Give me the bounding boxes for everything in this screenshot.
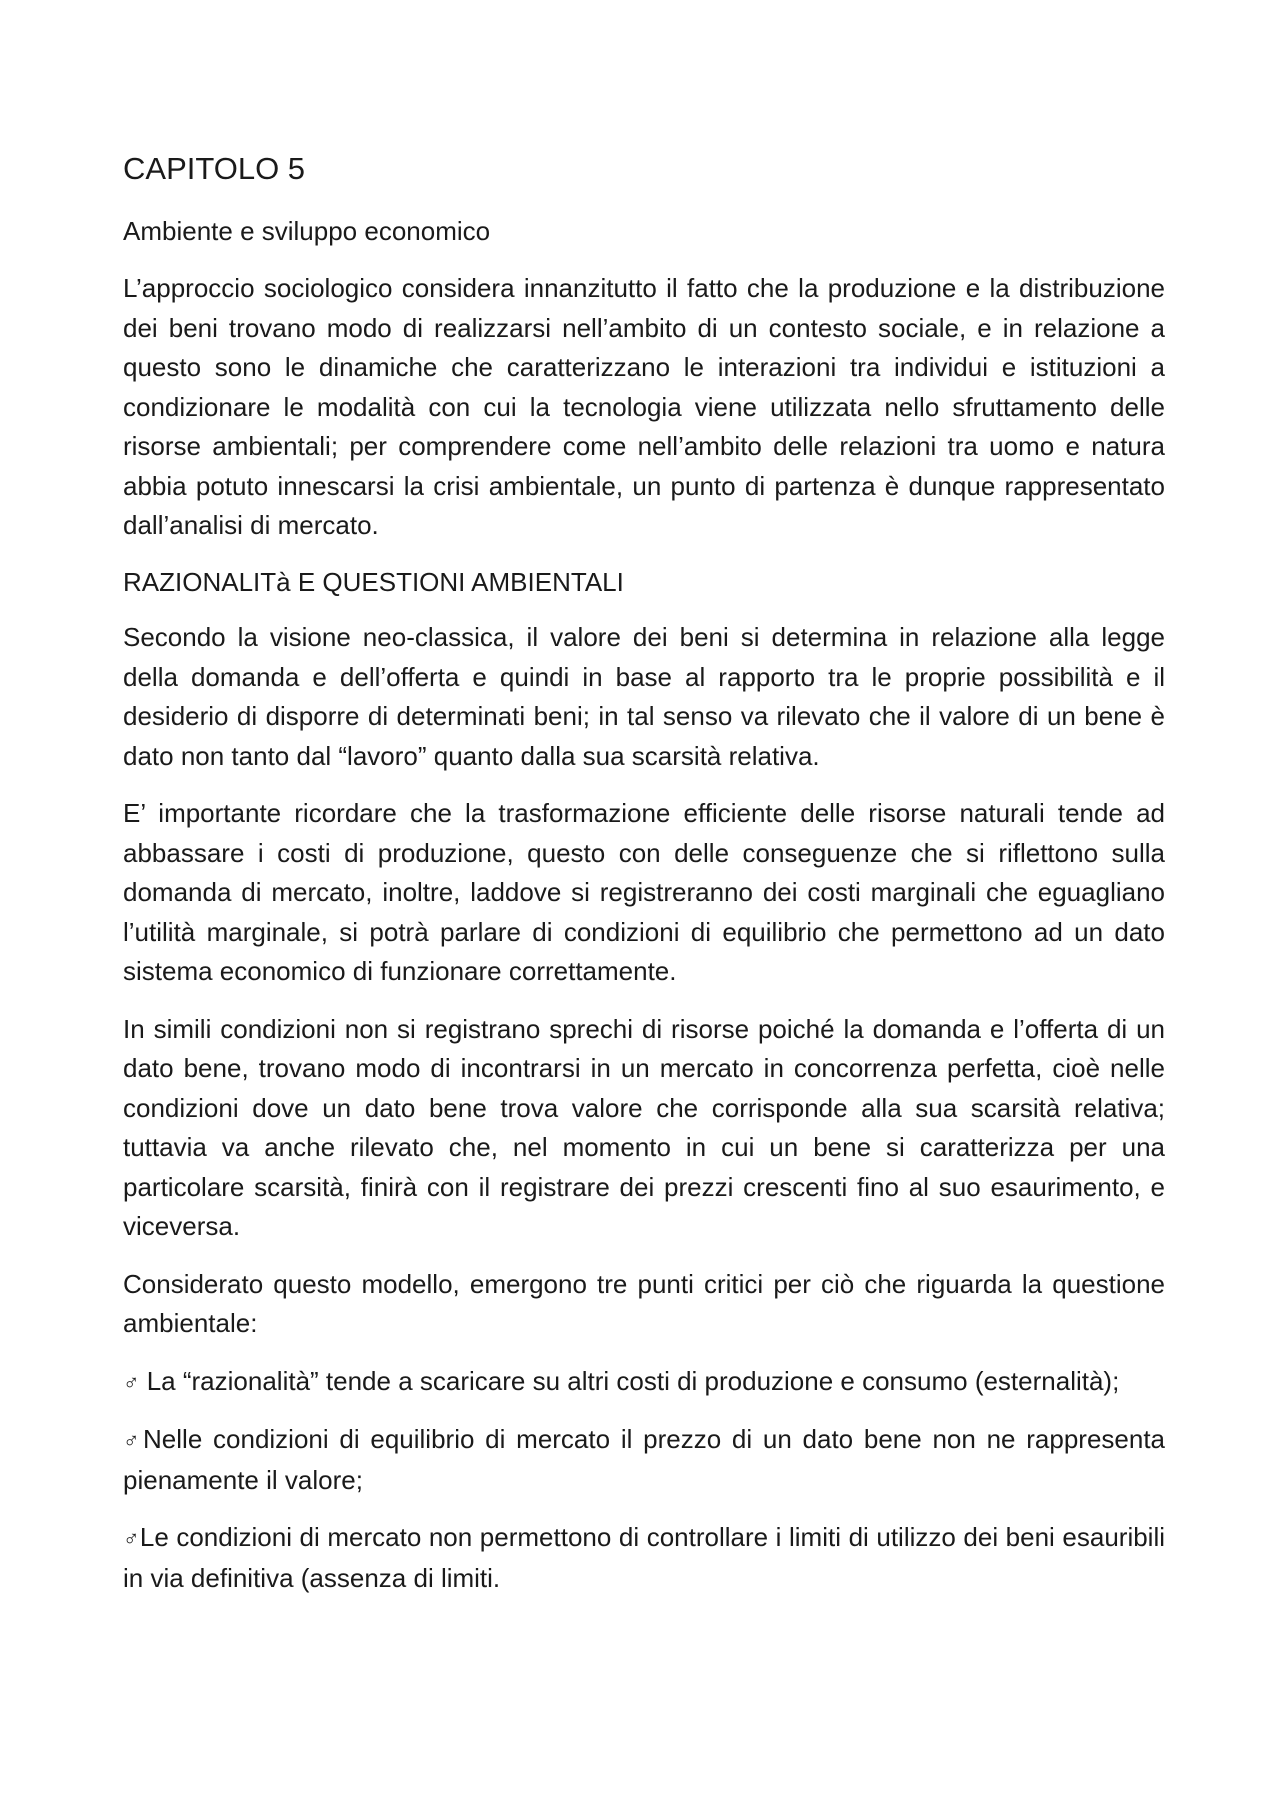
body-paragraph: Considerato questo modello, emergono tre punti critici per ciò che riguarda la questione ambientale:: [123, 1268, 1165, 1339]
body-paragraph: Secondo la visione neo-classica, il valore dei beni si determina in relazione alla legge della domanda e dell’offerta e quindi in base al rapporto tra le proprie possibilità e il desiderio di disporre di determinati beni; in tal senso va rilevato che il valore di un bene è dato non tanto dal “lavoro” quanto dalla sua scarsità relativa.: [123, 622, 1165, 771]
bullet-item: [123, 1518, 1165, 1598]
body-paragraph: In simili condizioni non si registrano sprechi di risorse poiché la domanda e l’offerta di un dato bene, trovano modo di incontrarsi in un mercato in concorrenza perfetta, cioè nelle condizioni dove un dato bene trova valore che corrisponde alla sua scarsità relativa; tuttavia va anche rilevato che, nel momento in cui un bene si caratterizza per una particolare scarsità, finirà con il registrare dei prezzi crescenti fino al suo esaurimento, e viceversa.: [123, 1013, 1165, 1242]
chapter-title: CAPITOLO 5: [123, 151, 306, 186]
bullet-text: Nelle condizioni di equilibrio di mercato il prezzo di un dato bene non ne rappresenta pienamente il valore;: [123, 1424, 1166, 1495]
section-heading: RAZIONALITà E QUESTIONI AMBIENTALI: [123, 566, 624, 597]
bullet-text: La “razionalità” tende a scaricare su altri costi di produzione e consumo (esternalità);: [139, 1365, 1120, 1396]
male-symbol-icon: ♂: [123, 1369, 140, 1395]
chapter-subtitle: Ambiente e sviluppo economico: [123, 215, 491, 246]
bullet-text: Le condizioni di mercato non permettono di controllare i limiti di utilizzo dei beni esauribili in via definitiva (assenza di limiti.: [123, 1522, 1166, 1593]
male-symbol-icon: ♂: [123, 1526, 140, 1552]
male-symbol-icon: ♂: [123, 1428, 144, 1454]
bullet-item: [123, 1362, 1165, 1403]
bullet-item: [123, 1420, 1165, 1500]
body-paragraph: E’ importante ricordare che la trasformazione efficiente delle risorse naturali tende ad abbassare i costi di produzione, questo con delle conseguenze che si riflettono sulla domanda di mercato, inoltre, laddove si registreranno dei costi marginali che eguagliano l’utilità marginale, si potrà parlare di condizioni di equilibrio che permettono ad un dato sistema economico di funzionare correttamente.: [123, 798, 1165, 987]
intro-paragraph: L’approccio sociologico considera innanzitutto il fatto che la produzione e la distribuzione dei beni trovano modo di realizzarsi nell’ambito di un contesto sociale, e in relazione a questo sono le dinamiche che caratterizzano le interazioni tra individui e istituzioni a condizionare le modalità con cui la tecnologia viene utilizzata nello sfruttamento delle risorse ambientali; per comprendere come nell’ambito delle relazioni tra uomo e natura abbia potuto innescarsi la crisi ambientale, un punto di partenza è dunque rappresentato dall’analisi di mercato.: [123, 273, 1165, 541]
